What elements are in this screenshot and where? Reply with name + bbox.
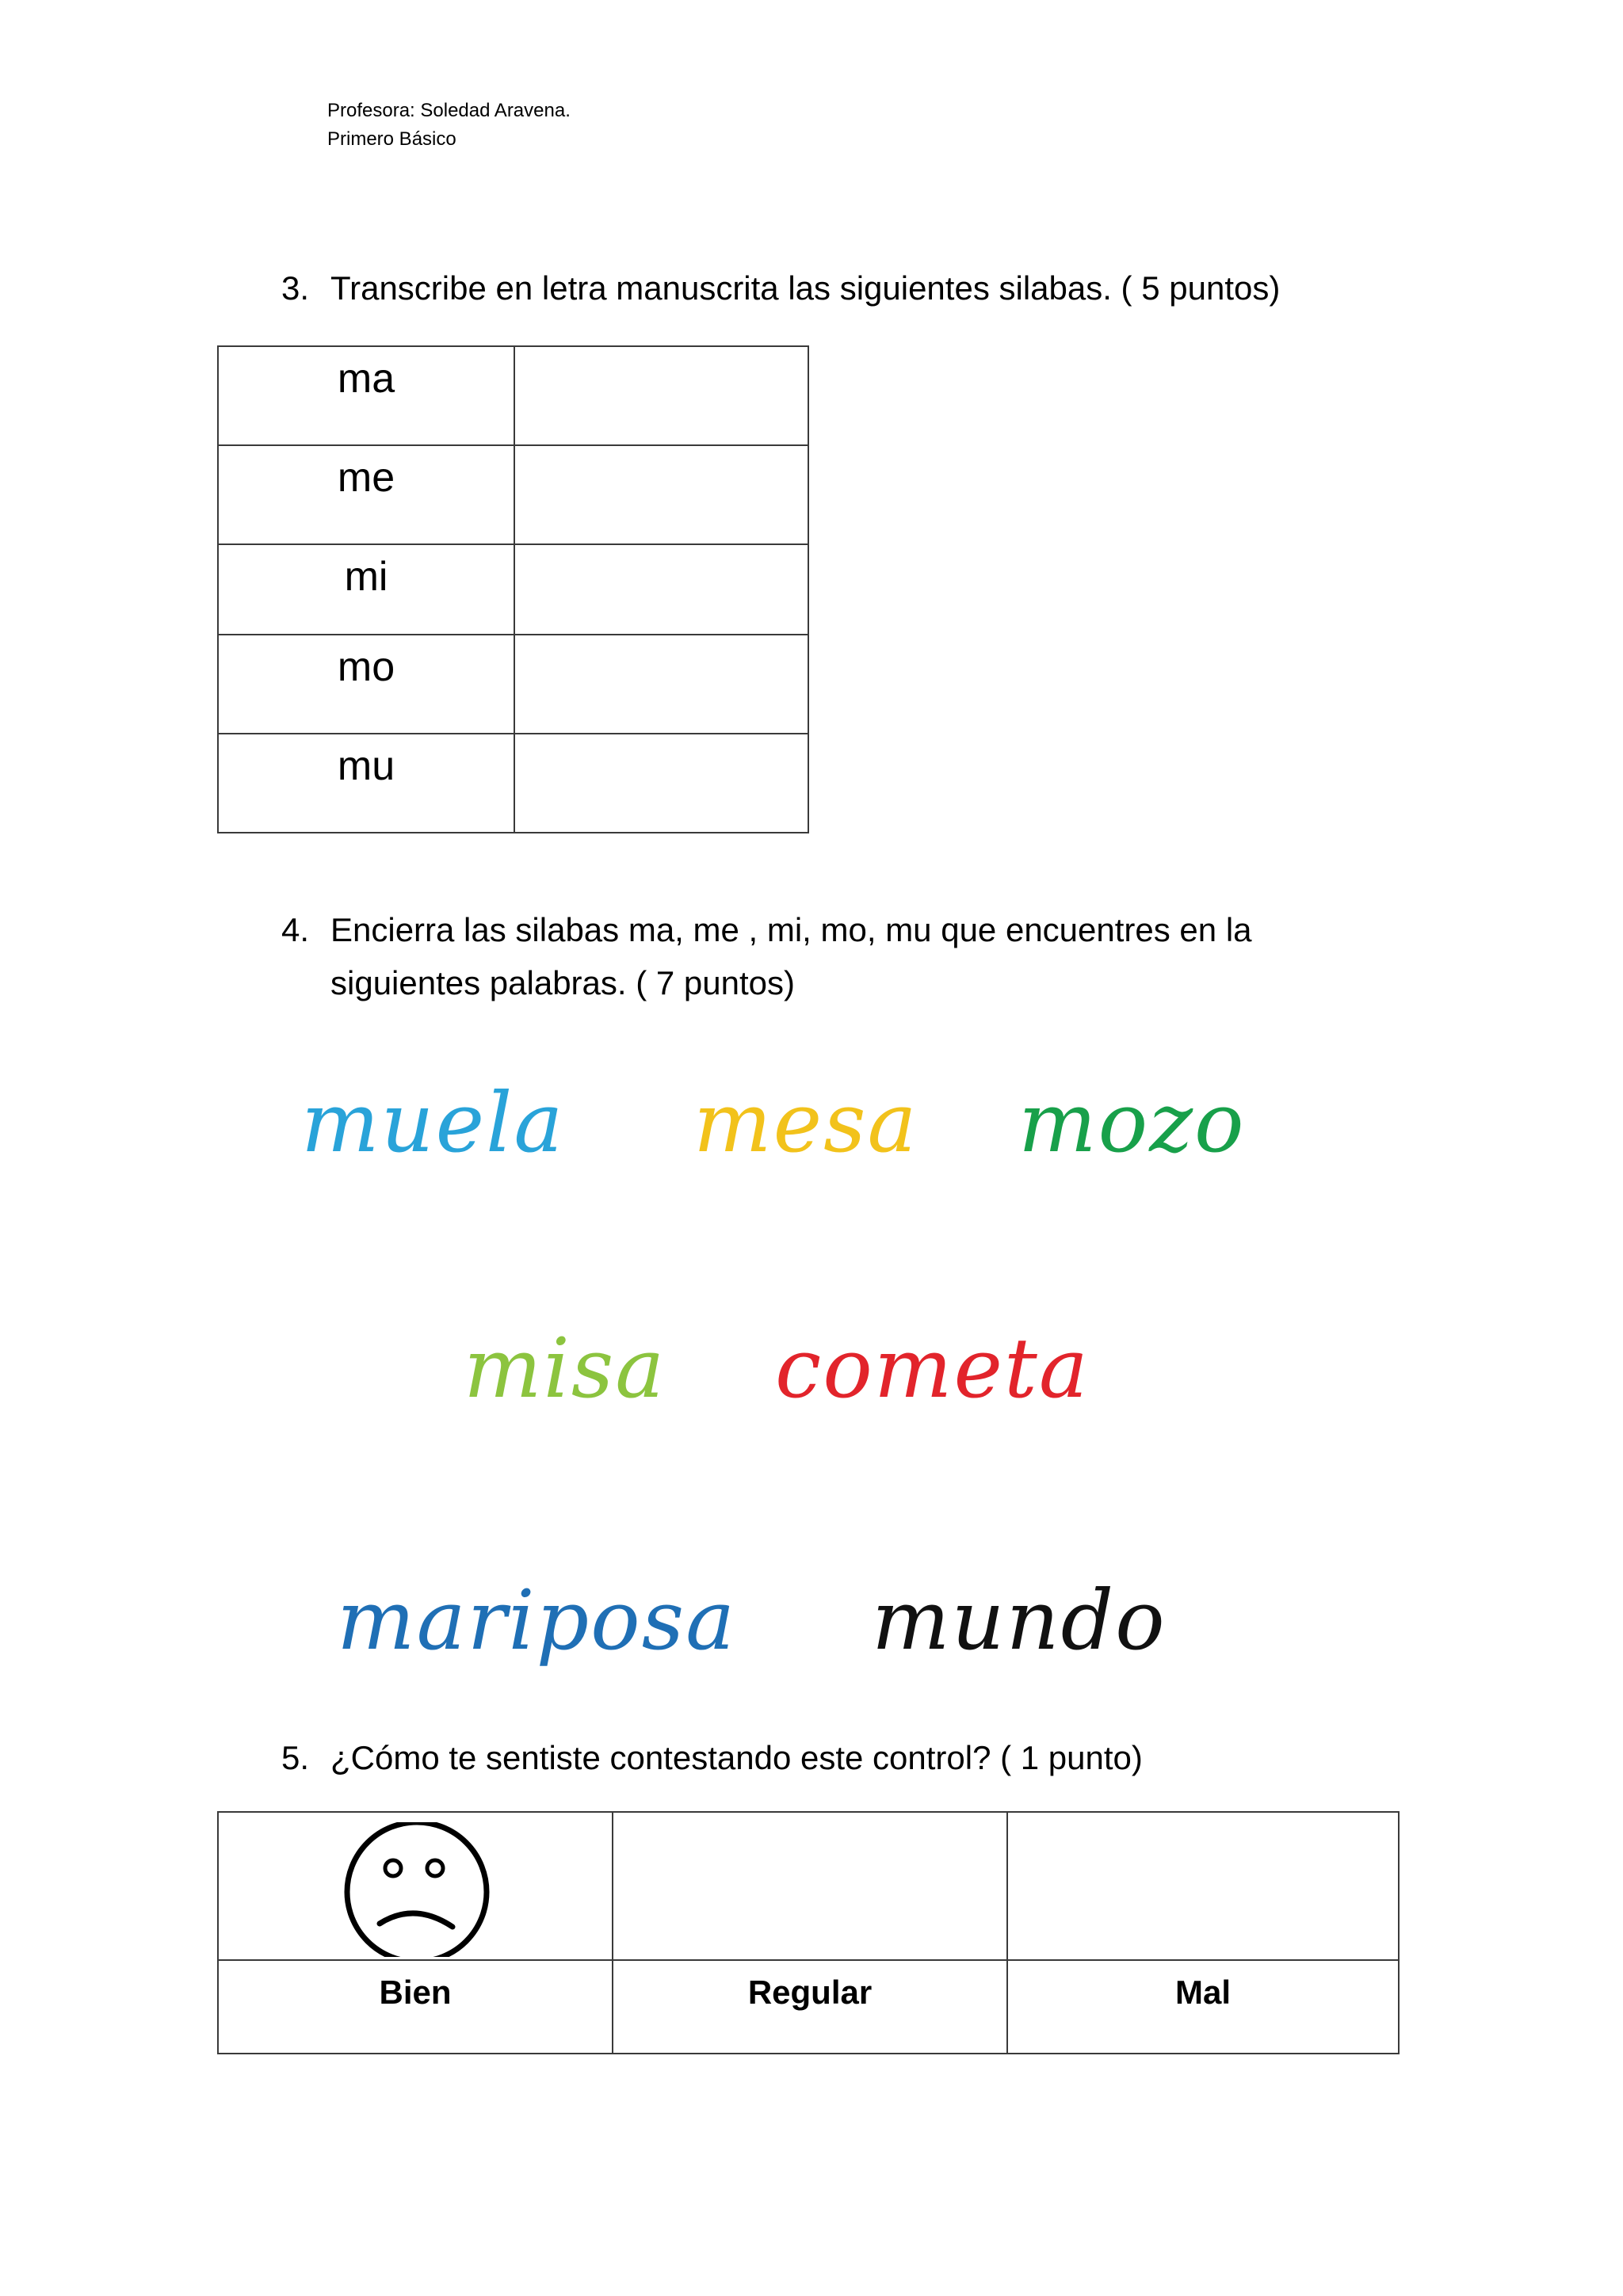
question-4-line-1: Encierra las silabas ma, me , mi, mo, mu que encuentres en la: [330, 911, 1252, 948]
answer-cell[interactable]: [514, 346, 808, 445]
answer-cell[interactable]: [514, 445, 808, 544]
syllable-row: [218, 544, 808, 635]
feeling-table: [217, 1811, 1400, 2054]
syllable-row: [218, 346, 808, 445]
sad-face-icon: [342, 1822, 492, 1957]
answer-cell[interactable]: [514, 635, 808, 734]
cursive-word-mariposa[interactable]: mariposa: [337, 1572, 737, 1669]
syllable-table: [217, 345, 809, 833]
cursive-word-mundo[interactable]: mundo: [872, 1572, 1167, 1669]
cursive-word-mozo[interactable]: mozo: [1018, 1074, 1246, 1171]
option-label-bien: Bien: [218, 1960, 613, 2054]
cursive-word-muela[interactable]: muela: [301, 1074, 565, 1171]
document-header: [327, 97, 571, 154]
syllable-cell: mo: [218, 635, 514, 734]
option-label-mal: Mal: [1007, 1960, 1399, 2054]
syllable-cell: me: [218, 445, 514, 544]
grade-level: Primero Básico: [327, 128, 456, 150]
syllable-row: [218, 734, 808, 833]
question-5-text: ¿Cómo te sentiste contestando este control? ( 1 punto): [330, 1739, 1143, 1776]
cursive-word-mesa[interactable]: mesa: [693, 1074, 918, 1171]
question-5-number: 5.: [281, 1739, 310, 1776]
syllable-cell: ma: [218, 346, 514, 445]
label-row: [218, 1960, 1399, 2054]
face-cell-regular[interactable]: [613, 1812, 1007, 1960]
syllable-row: [218, 445, 808, 544]
syllable-cell: mi: [218, 544, 514, 635]
question-4-line-2: siguientes palabras. ( 7 puntos): [330, 964, 796, 1001]
face-cell-bien[interactable]: [218, 1812, 613, 1960]
option-label-regular: Regular: [613, 1960, 1007, 2054]
teacher-name: Profesora: Soledad Aravena.: [327, 100, 571, 121]
answer-cell[interactable]: [514, 544, 808, 635]
syllable-cell: mu: [218, 734, 514, 833]
answer-cell[interactable]: [514, 734, 808, 833]
face-row: [218, 1812, 1399, 1960]
question-3-text: Transcribe en letra manuscrita las siguientes silabas. ( 5 puntos): [330, 269, 1281, 307]
question-3-number: 3.: [281, 269, 310, 307]
question-4-number: 4.: [281, 911, 310, 948]
face-cell-mal[interactable]: [1007, 1812, 1399, 1960]
cursive-word-cometa[interactable]: cometa: [775, 1320, 1090, 1417]
syllable-row: [218, 635, 808, 734]
cursive-word-misa[interactable]: misa: [464, 1320, 666, 1417]
